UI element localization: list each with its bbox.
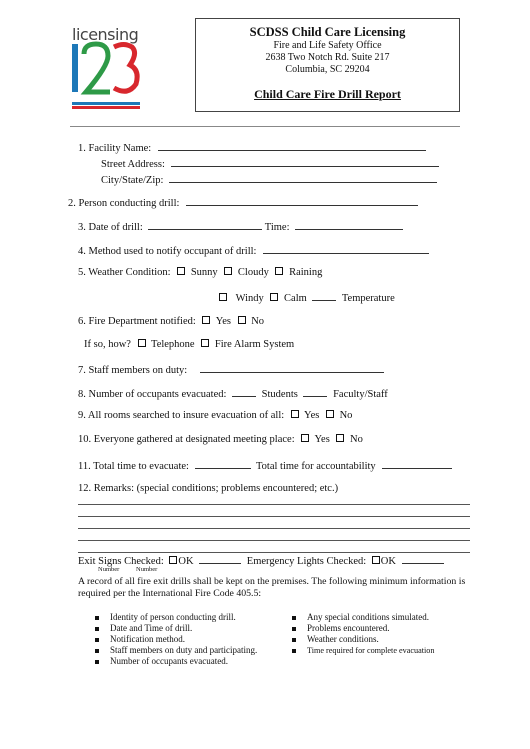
gathered-label: 10. Everyone gathered at designated meeting place: [78,434,295,445]
fire-dept-yes-label: Yes [215,316,231,327]
rooms-searched-row [78,410,352,421]
city-state-zip-field[interactable] [169,173,437,183]
city-state-zip-label: City/State/Zip: [101,175,164,186]
list-item: Number of occupants evacuated. [95,656,257,667]
exit-signs-ok-checkbox[interactable] [169,556,177,564]
requirements-paragraph: A record of all fire exit drills shall be kept on the premises. The following minimum information is required per the International Fire Code 405.5: [78,576,466,599]
checks-row [78,554,444,567]
time-field[interactable] [295,220,403,230]
header-box [195,18,460,112]
person-conducting-field[interactable] [186,196,418,206]
telephone-checkbox[interactable] [138,339,146,347]
remarks-line-2[interactable] [78,516,470,517]
street-address-field[interactable] [171,157,439,167]
raining-label: Raining [289,267,323,278]
accountability-field[interactable] [382,459,452,469]
rooms-yes-checkbox[interactable] [291,410,299,418]
list-item: Date and Time of drill. [95,623,257,634]
time-label: Time: [264,222,290,233]
remarks-line-3[interactable] [78,528,470,529]
total-time-label: 11. Total time to evacuate: [78,461,189,472]
emergency-lights-ok-label: OK [380,556,396,567]
rooms-yes-label: Yes [304,410,320,421]
list-item: Staff members on duty and participating. [95,645,257,656]
telephone-label: Telephone [151,339,195,350]
logo-digit-1 [72,44,78,92]
fire-dept-row [78,316,264,327]
weather-label: 5. Weather Condition: [78,267,171,278]
facility-name-field[interactable] [158,141,426,151]
licensing-123-logo [70,20,142,110]
total-time-field[interactable] [195,459,251,469]
list-item: Notification method. [95,634,257,645]
facility-name-row [78,141,426,154]
fire-dept-no-label: No [251,316,265,327]
fire-alarm-label: Fire Alarm System [214,339,295,350]
method-row [78,244,429,257]
weather-row-1 [78,267,322,278]
remarks-line-1[interactable] [78,504,470,505]
fire-dept-label: 6. Fire Department notified: [78,316,196,327]
remarks-line-4[interactable] [78,540,470,541]
if-so-label: If so, how? [84,339,131,350]
weather-row-2 [215,291,395,304]
faculty-field[interactable] [303,387,327,397]
raining-checkbox[interactable] [275,267,283,275]
emergency-lights-number-field[interactable] [402,554,444,564]
staff-on-duty-field[interactable] [200,363,384,373]
students-field[interactable] [232,387,256,397]
list-item: Weather conditions. [292,634,434,645]
logo-underline-blue [72,102,140,105]
occupants-label: 8. Number of occupants evacuated: [78,389,227,400]
exit-signs-ok-label: OK [178,556,194,567]
emergency-lights-ok-checkbox[interactable] [372,556,380,564]
faculty-label: Faculty/Staff [333,389,388,400]
gathered-no-label: No [350,434,363,445]
gathered-no-checkbox[interactable] [336,434,344,442]
cloudy-checkbox[interactable] [224,267,232,275]
list-item: Identity of person conducting drill. [95,612,257,623]
number-caption-2: Number [136,566,158,573]
rooms-no-checkbox[interactable] [326,410,334,418]
remarks-label: 12. Remarks: (special conditions; problems encountered; etc.) [78,483,339,494]
occupants-row [78,387,388,400]
required-info-list-right [292,612,434,656]
cloudy-label: Cloudy [237,267,269,278]
accountability-label: Total time for accountability [256,461,376,472]
logo-word: licensing [72,25,139,44]
date-of-drill-label: 3. Date of drill: [78,222,143,233]
staff-on-duty-label: 7. Staff members on duty: [78,365,188,376]
office-name: Fire and Life Safety Office [273,40,382,51]
list-item: Problems encountered. [292,623,434,634]
rooms-no-label: No [339,410,353,421]
org-title: SCDSS Child Care Licensing [249,25,406,39]
office-address: 2638 Two Notch Rd. Suite 217 [265,52,390,63]
facility-name-label: 1. Facility Name: [78,143,152,154]
calm-label: Calm [284,293,307,304]
exit-signs-number-field[interactable] [199,554,241,564]
number-caption-1: Number [98,566,120,573]
office-city: Columbia, SC 29204 [285,64,370,75]
emergency-lights-label: Emergency Lights Checked: [246,556,367,567]
list-item: Any special conditions simulated. [292,612,434,623]
if-so-row [84,339,294,350]
fire-alarm-checkbox[interactable] [201,339,209,347]
gathered-yes-checkbox[interactable] [301,434,309,442]
gathered-row [78,434,363,445]
header-divider [70,126,460,127]
remarks-line-5[interactable] [78,552,470,553]
date-time-row [78,220,403,233]
calm-checkbox[interactable] [270,293,278,301]
method-label: 4. Method used to notify occupant of drill: [78,246,257,257]
person-conducting-label: 2. Person conducting drill: [68,198,180,209]
report-title: Child Care Fire Drill Report [254,87,401,101]
windy-checkbox[interactable] [219,293,227,301]
staff-on-duty-row [78,363,384,376]
fire-dept-yes-checkbox[interactable] [202,316,210,324]
logo-underline-red [72,106,140,109]
total-time-row [78,459,452,472]
method-field[interactable] [263,244,429,254]
windy-label: Windy [235,293,264,304]
street-address-row [101,157,439,170]
temperature-label: Temperature [341,293,395,304]
sunny-checkbox[interactable] [177,267,185,275]
person-conducting-row [68,196,418,209]
required-info-list-left [95,612,257,667]
street-address-label: Street Address: [101,159,165,170]
date-of-drill-field[interactable] [148,220,262,230]
temperature-field[interactable] [312,291,336,301]
students-label: Students [261,389,298,400]
sunny-label: Sunny [190,267,218,278]
exit-signs-label: Exit Signs Checked: [78,556,164,567]
gathered-yes-label: Yes [314,434,330,445]
remarks-row [78,483,338,494]
list-item: Time required for complete evacuation [292,645,434,656]
city-state-zip-row [101,173,437,186]
logo-digit-3 [114,45,137,92]
fire-dept-no-checkbox[interactable] [238,316,246,324]
logo-digit-2 [84,44,110,92]
rooms-searched-label: 9. All rooms searched to insure evacuation of all: [78,410,285,421]
